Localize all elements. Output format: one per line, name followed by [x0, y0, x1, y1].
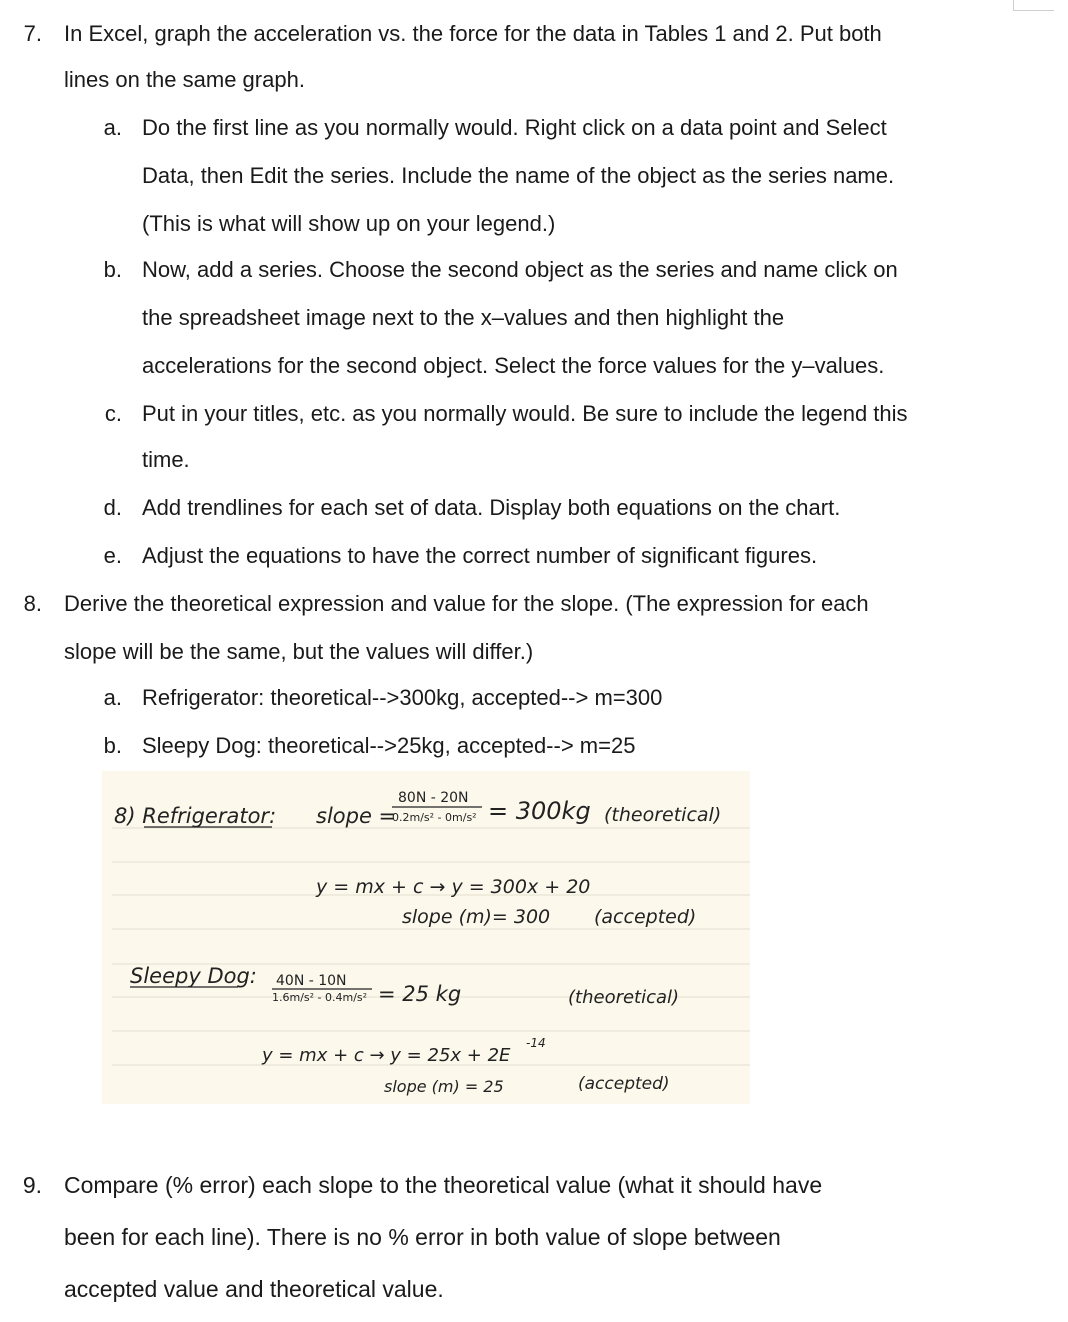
notes-fridge-equation: y = mx + c → y = 300x + 20	[316, 876, 591, 898]
question-7-text-line-2: lines on the same graph.	[64, 67, 305, 92]
notes-dog-numerator: 40N - 10N	[276, 973, 347, 989]
question-8-text-line-2: slope will be the same, but the values will differ.)	[64, 639, 534, 664]
notes-dog-denominator: 1.6m/s² - 0.4m/s²	[272, 991, 368, 1004]
question-7a-line-1: Do the first line as you normally would. Right click on a data point and Select	[142, 115, 887, 140]
handwritten-notes-image	[102, 771, 750, 1104]
question-8a-answer: Refrigerator: theoretical-->300kg, accepted--> m=300	[142, 685, 663, 710]
notes-dog-label: Sleepy Dog:	[130, 964, 257, 988]
notes-fridge-accepted: (accepted)	[594, 906, 697, 928]
notes-fridge-denominator: 0.2m/s² - 0m/s²	[392, 811, 477, 824]
notes-fridge-result: = 300kg	[488, 797, 591, 825]
question-7d-line-1: Add trendlines for each set of data. Display both equations on the chart.	[142, 495, 841, 520]
question-7a-line-2: Data, then Edit the series. Include the name of the object as the series name.	[142, 163, 895, 188]
notes-fridge-theoretical: (theoretical)	[604, 804, 722, 826]
question-7b-label: b.	[103, 257, 122, 282]
ruled-lines	[112, 828, 750, 1065]
question-7b-line-1: Now, add a series. Choose the second object as the series and name click on	[142, 257, 898, 282]
question-7b-line-3: accelerations for the second object. Select the force values for the y–values.	[142, 353, 885, 378]
question-8-text-line-1: Derive the theoretical expression and value for the slope. (The expression for each	[64, 591, 869, 616]
question-7c-line-1: Put in your titles, etc. as you normally would. Be sure to include the legend this	[142, 401, 908, 426]
question-7e-line-1: Adjust the equations to have the correct number of significant figures.	[142, 543, 818, 568]
question-8b-label: b.	[103, 733, 122, 758]
handwritten-notes-svg	[102, 771, 750, 1104]
question-7d-label: d.	[103, 495, 122, 520]
question-7b-line-2: the spreadsheet image next to the x–values and then highlight the	[142, 305, 785, 330]
question-7e-label: e.	[103, 543, 122, 568]
question-8-number: 8.	[23, 591, 42, 616]
question-9-text-line-1: Compare (% error) each slope to the theoretical value (what it should have	[64, 1172, 823, 1198]
question-7a-label: a.	[103, 115, 122, 140]
notes-dog-equation: y = mx + c → y = 25x + 2E	[262, 1045, 511, 1066]
question-7-text-line-1: In Excel, graph the acceleration vs. the force for the data in Tables 1 and 2. Put both	[64, 21, 882, 46]
notes-dog-equation-exponent: -14	[526, 1036, 546, 1050]
notes-dog-result: = 25 kg	[378, 982, 462, 1006]
notes-slope-word: slope =	[316, 804, 397, 828]
question-7a-line-3: (This is what will show up on your legend.)	[142, 211, 556, 236]
question-7-number: 7.	[23, 21, 42, 46]
notes-fridge-slope: slope (m)= 300	[402, 906, 551, 928]
question-9-number: 9.	[22, 1172, 42, 1198]
notes-fridge-label: 8) Refrigerator:	[114, 804, 277, 828]
question-7c-line-2: time.	[142, 447, 190, 472]
notes-dog-slope: slope (m) = 25	[384, 1077, 504, 1096]
notes-dog-accepted: (accepted)	[578, 1074, 670, 1094]
question-8a-label: a.	[103, 685, 122, 710]
question-8b-answer: Sleepy Dog: theoretical-->25kg, accepted--> m=25	[142, 733, 636, 758]
question-9-text-line-3: accepted value and theoretical value.	[64, 1276, 444, 1302]
question-7c-label: c.	[104, 401, 122, 426]
page-corner-mark	[1013, 0, 1054, 11]
question-9-text-line-2: been for each line). There is no % error in both value of slope between	[64, 1224, 781, 1250]
notes-dog-theoretical: (theoretical)	[568, 987, 680, 1008]
notes-fridge-numerator: 80N - 20N	[398, 790, 469, 806]
